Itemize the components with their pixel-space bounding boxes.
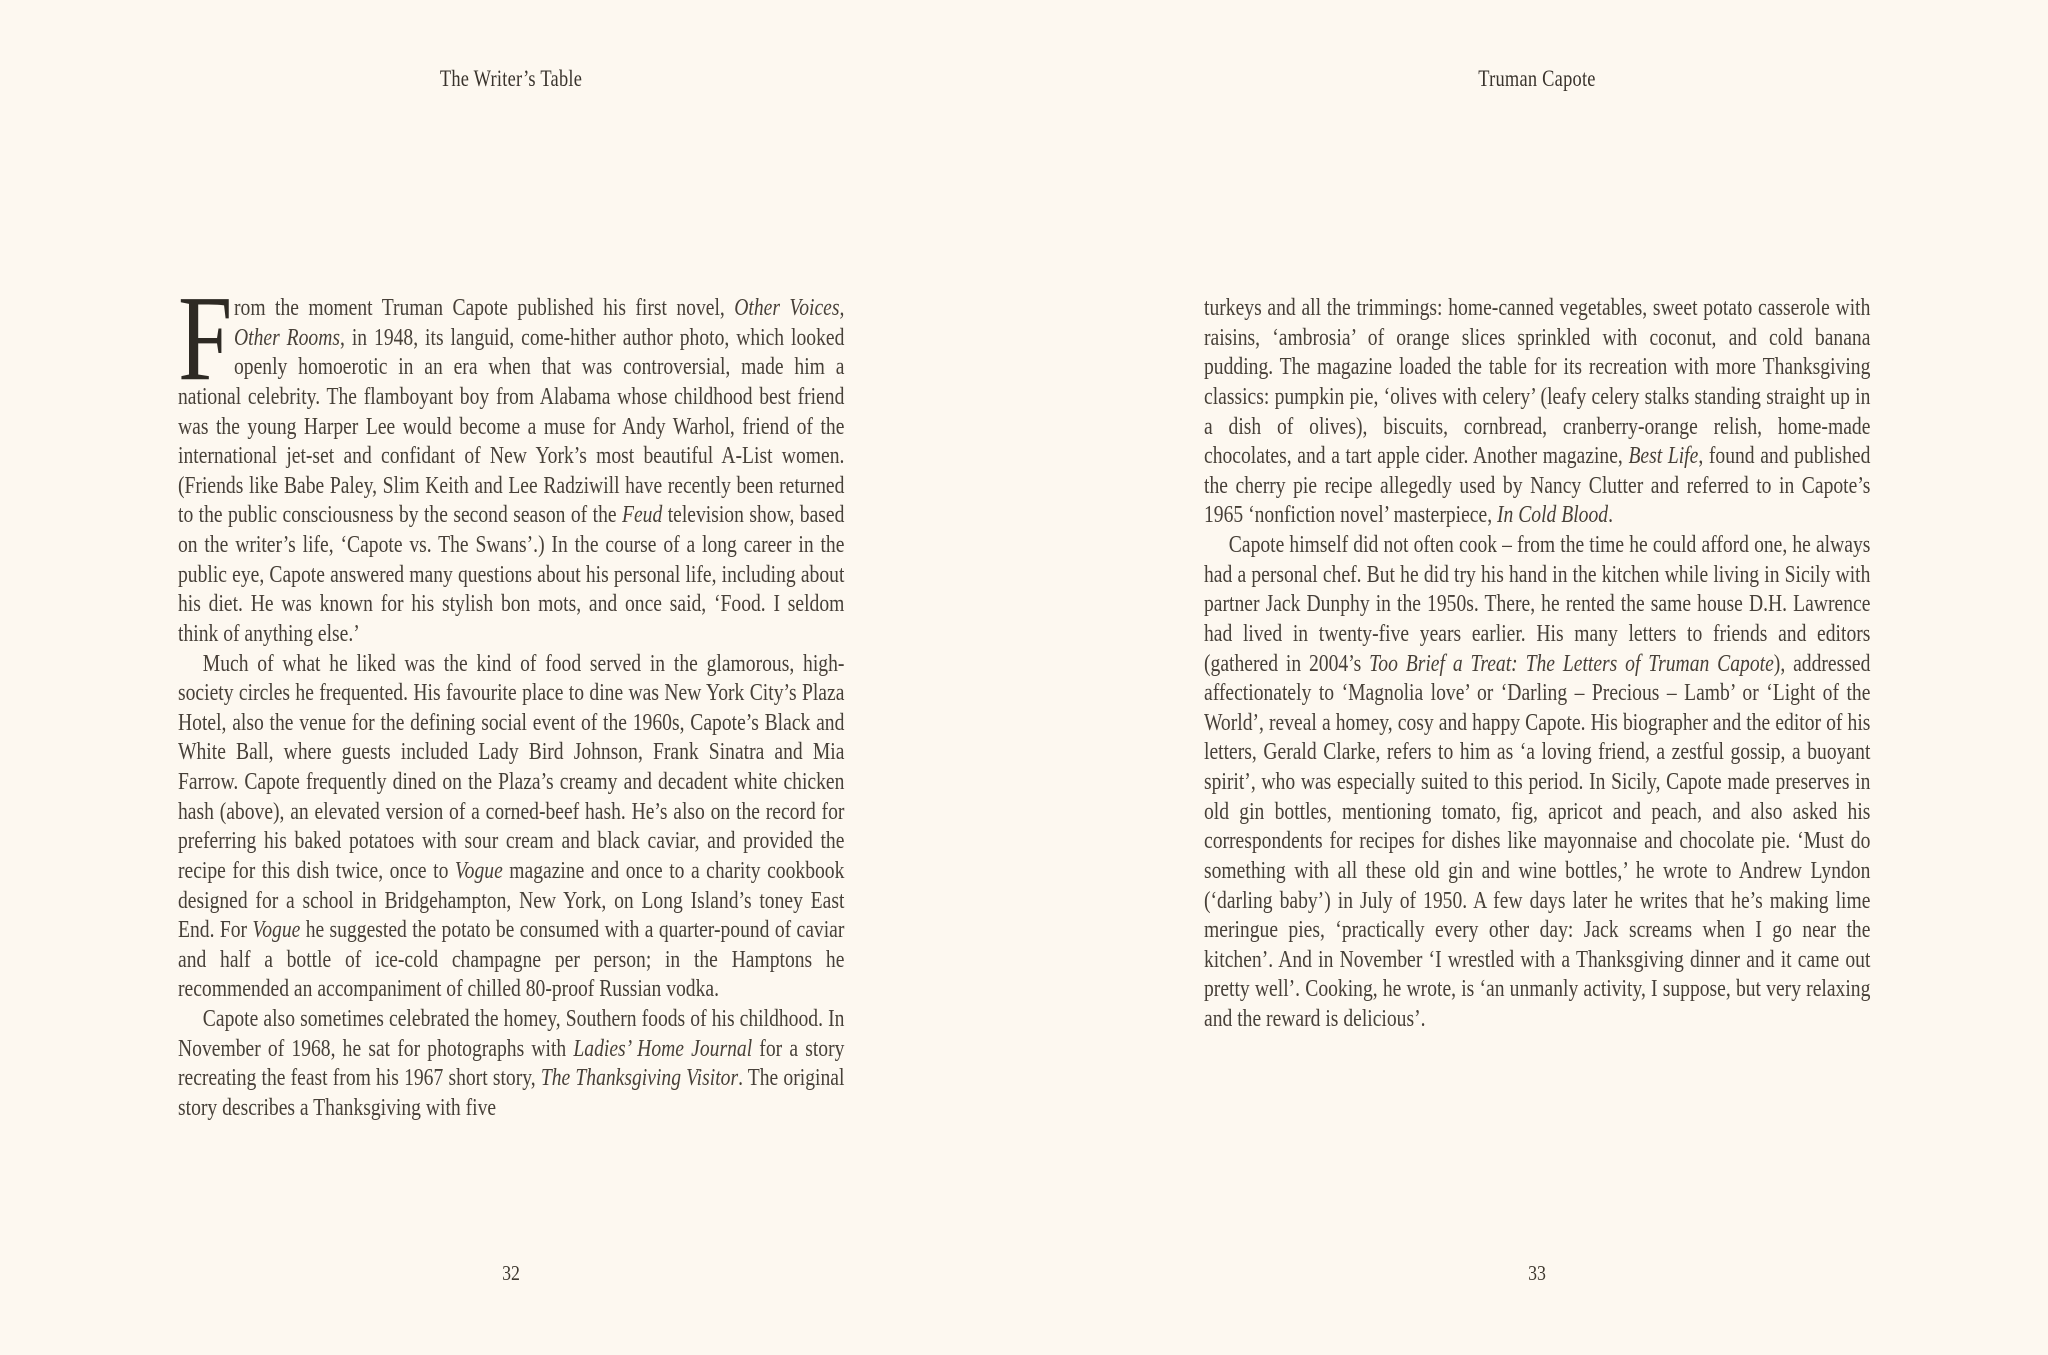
paragraph-continuation: turkeys and all the trimmings: home-canned vegetables, sweet potato casserole with raisins, ‘ambrosia’ of orange slices sprinkled with coconut, and cold banana pudding. The magazine loaded the table for its recreation with more Thanksgiving classics: pumpkin pie, ‘olives with celery’ (leafy celery stalks standing straight up in a dish of olives), biscuits, cornbread, cranberry-orange relish, home-made chocolates, and a tart apple cider. Another magazine, Best Life, found and published the cherry pie recipe allegedly used by Nancy Clutter and referred to in Capote’s 1965 ‘nonfiction novel’ masterpiece, In Cold Blood. xyxy=(1204,294,1871,529)
right-page-text-column xyxy=(1204,293,1870,1034)
page-number-right-text: 33 xyxy=(1528,1261,1546,1285)
page-number-left xyxy=(469,1261,554,1286)
paragraph-opening xyxy=(178,271,845,649)
left-page-text-column xyxy=(178,271,845,1123)
paragraph: Much of what he liked was the kind of food served in the glamorous, high-society circles he frequented. His favourite place to dine was New York City’s Plaza Hotel, also the venue for the defining social event of the 1960s, Capote’s Black and White Ball, where guests included Lady Bird Johnson, Frank Sinatra and Mia Farrow. Capote frequently dined on the Plaza’s creamy and decadent white chicken hash (above), an elevated version of a corned-beef hash. He’s also on the record for preferring his baked potatoes with sour cream and black caviar, and provided the recipe for this dish twice, once to Vogue magazine and once to a charity cookbook designed for a school in Bridgehampton, New York, on Long Island’s toney East End. For Vogue he suggested the potato be consumed with a quarter-pound of caviar and half a bottle of ice-cold champagne per person; in the Hamptons he recommended an accompaniment of chilled 80-proof Russian vodka. xyxy=(178,649,845,1003)
paragraph: Capote himself did not often cook – from the time he could afford one, he always had a personal chef. But he did try his hand in the kitchen while living in Sicily with partner Jack Dunphy in the 1950s. There, he rented the same house D.H. Lawrence had lived in twenty-five years earlier. His many letters to friends and editors (gathered in 2004’s Too Brief a Treat: The Letters of Truman Capote), addressed affectionately to ‘Magnolia love’ or ‘Darling – Precious – Lamb’ or ‘Light of the World’, reveal a homey, cosy and happy Capote. His biographer and the editor of his letters, Gerald Clarke, refers to him as ‘a loving friend, a zestful gossip, a buoyant spirit’, who was especially suited to this period. In Sicily, Capote made preserves in old gin bottles, mentioning tomato, fig, apricot and peach, and also asked his correspondents for recipes for dishes like mayonnaise and chocolate pie. ‘Must do something with all these old gin and wine bottles,’ he wrote to Andrew Lyndon (‘darling baby’) in July of 1950. A few days later he writes that he’s making lime meringue pies, ‘practically every other day: Jack screams when I go near the kitchen’. And in November ‘I wrestled with a Thanksgiving dinner and it came out pretty well’. Cooking, he wrote, is ‘an unmanly activity, I suppose, but very relaxing and the reward is delicious’. xyxy=(1204,531,1871,1032)
running-head-right-text: Truman Capote xyxy=(1478,66,1596,91)
paragraph-opening-text: rom the moment Truman Capote published his first novel, Other Voices, Other Rooms, in 1948, its languid, come-hither author photo, which looked openly homoerotic in an era when that was controversial, made him a national celebrity. The flamboyant boy from Alabama whose childhood best friend was the young Harper Lee would become a muse for Andy Warhol, friend of the international jet-set and confidant of New York’s most beautiful A-List women. (Friends like Babe Paley, Slim Keith and Lee Radziwill have recently been returned to the public consciousness by the second season of the Feud television show, based on the writer’s life, ‘Capote vs. The Swans’.) In the course of a long career in the public eye, Capote answered many questions about his personal life, including about his diet. He was known for his stylish bon mots, and once said, ‘Food. I seldom think of anything else.’ xyxy=(178,294,845,647)
page-number-left-text: 32 xyxy=(502,1261,520,1285)
page-number-right xyxy=(1495,1261,1580,1286)
drop-cap: F xyxy=(178,271,233,406)
running-head-right xyxy=(1377,66,1697,92)
running-head-left xyxy=(351,66,671,92)
running-head-left-text: The Writer’s Table xyxy=(439,66,583,91)
paragraph: Capote also sometimes celebrated the homey, Southern foods of his childhood. In November of 1968, he sat for photographs with Ladies’ Home Journal for a story recreating the feast from his 1967 short story, The Thanksgiving Visitor. The original story describes a Thanksgiving with five xyxy=(178,1005,845,1121)
